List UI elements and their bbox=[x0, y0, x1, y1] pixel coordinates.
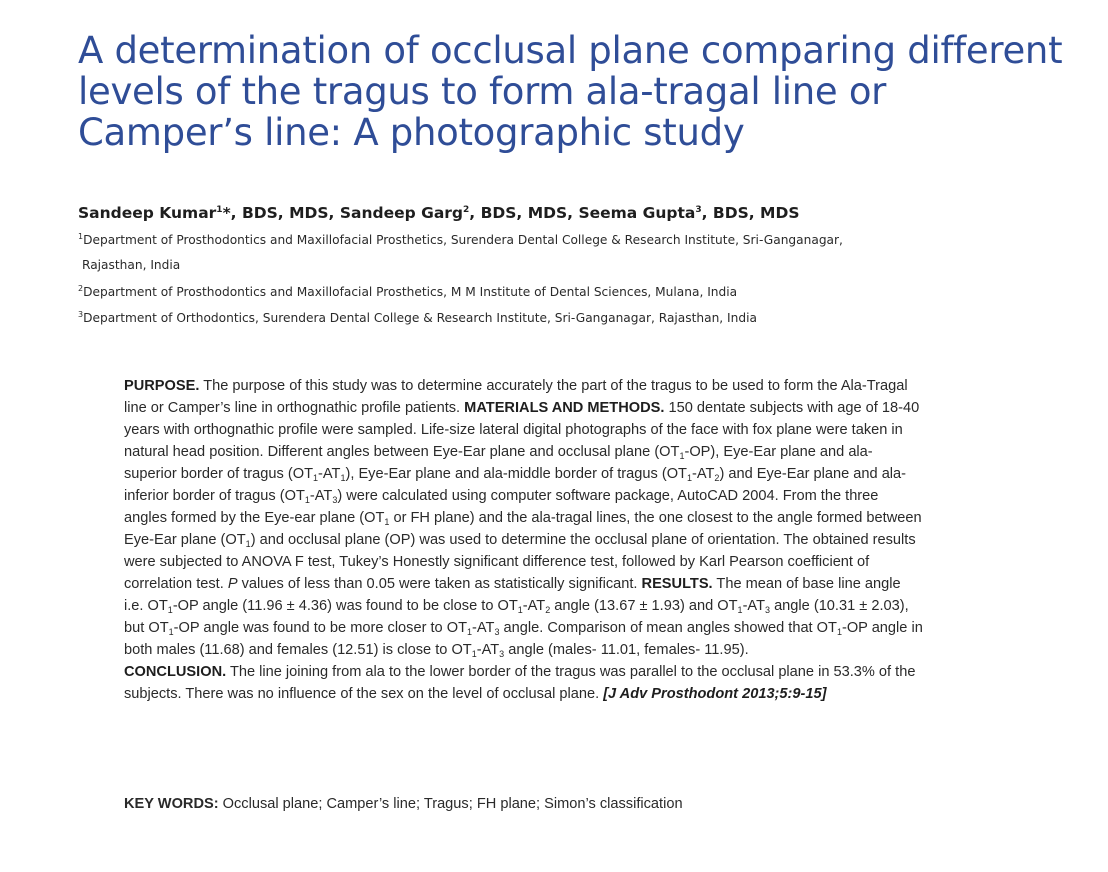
methods-text: -AT bbox=[691, 466, 715, 482]
author-degrees: , BDS, MDS, bbox=[230, 204, 340, 222]
results-text: -AT bbox=[742, 598, 765, 614]
methods-text: ) and Eye-Ear plane and ala-inferior border of tragus (OT bbox=[124, 466, 907, 504]
author-affiliation-marker: 3 bbox=[695, 205, 702, 215]
subscript: 1 bbox=[686, 473, 692, 483]
keywords bbox=[124, 796, 683, 812]
subscript: 1 bbox=[467, 627, 473, 637]
affiliation-text: Department of Prosthodontics and Maxillofacial Prosthetics, M M Institute of Dental Sciences, Mulana, India bbox=[83, 285, 738, 299]
results-text: -AT bbox=[476, 642, 500, 658]
methods-text: -AT bbox=[309, 488, 333, 504]
corresponding-author-mark: * bbox=[222, 204, 231, 222]
subscript: 1 bbox=[245, 539, 251, 549]
subscript: 3 bbox=[499, 649, 505, 659]
purpose-text: The purpose of this study was to determine accurately the part of the tragus to be used to form the Ala-Tragal line or Camper’s line in orthognathic profile patients. bbox=[124, 378, 908, 416]
affiliation-text: Department of Orthodontics, Surendera Dental College & Research Institute, Sri-Ganganagar, Rajasthan, India bbox=[83, 311, 757, 325]
subscript: 1 bbox=[167, 605, 173, 615]
subscript: 1 bbox=[679, 451, 685, 461]
author-affiliation-marker: 2 bbox=[463, 205, 470, 215]
affiliation-marker: 3 bbox=[78, 310, 84, 319]
author-name: Seema Gupta bbox=[578, 204, 696, 222]
affiliation-1 bbox=[78, 232, 843, 247]
methods-text: ), Eye-Ear plane and ala-middle border of tragus (OT bbox=[345, 466, 687, 482]
results-text: angle. Comparison of mean angles showed that OT bbox=[499, 620, 837, 636]
journal-citation: [J Adv Prosthodont 2013;5:9-15] bbox=[603, 686, 827, 702]
subscript: 1 bbox=[384, 517, 390, 527]
results-text: angle (10.31 ± 2.03), but OT bbox=[124, 598, 909, 636]
affiliation-2 bbox=[78, 284, 737, 299]
subscript: 1 bbox=[313, 473, 319, 483]
methods-text: -OP), Eye-Ear plane and ala-superior border of tragus (OT bbox=[124, 444, 873, 482]
author-name: Sandeep Kumar bbox=[78, 204, 217, 222]
subscript: 1 bbox=[340, 473, 346, 483]
methods-text: ) and occlusal plane (OP) was used to determine the occlusal plane of orientation. The obtained results were subjected to ANOVA F test, Tukey’s Honestly significant difference test, followed by Karl Pearson coefficient of correlation test. bbox=[124, 532, 916, 592]
author-name: Sandeep Garg bbox=[339, 204, 464, 222]
methods-text: values of less than 0.05 were taken as statistically significant. bbox=[237, 576, 642, 592]
subscript: 2 bbox=[545, 605, 551, 615]
author-line bbox=[78, 204, 800, 222]
methods-text: -AT bbox=[318, 466, 341, 482]
article-title: A determination of occlusal plane comparing different levels of the tragus to form ala-tragal line or Camper’s line: A photographic study bbox=[78, 29, 1063, 154]
subscript: 1 bbox=[836, 627, 842, 637]
subscript: 1 bbox=[737, 605, 743, 615]
subscript: 3 bbox=[765, 605, 771, 615]
abstract bbox=[124, 375, 924, 705]
results-text: -AT bbox=[472, 620, 495, 636]
results-text: angle (males- 11.01, females- 11.95). bbox=[504, 642, 749, 658]
methods-text: ) were calculated using computer software package, AutoCAD 2004. From the three angles formed by the Eye-ear plane (OT bbox=[124, 488, 879, 526]
keywords-text: Occlusal plane; Camper’s line; Tragus; FH plane; Simon’s classification bbox=[218, 796, 683, 812]
subscript: 2 bbox=[714, 473, 720, 483]
methods-text: 150 dentate subjects with age of 18-40 years with orthognathic profile were sampled. Life-size lateral digital photographs of the face with fox plane were taken in natural head position. Different angles between Eye-Ear plane and occlusal plane (OT bbox=[124, 400, 920, 460]
results-text: -OP angle in both males (11.68) and females (12.51) is close to OT bbox=[124, 620, 923, 658]
author-affiliation-marker: 1 bbox=[216, 205, 223, 215]
conclusion-text: The line joining from ala to the lower border of the tragus was parallel to the occlusal plane in 53.3% of the subjects. There was no influence of the sex on the level of occlusal plane. bbox=[124, 664, 916, 702]
results-text: The mean of base line angle i.e. OT bbox=[124, 576, 901, 614]
subscript: 1 bbox=[168, 627, 174, 637]
results-heading: RESULTS. bbox=[641, 576, 713, 592]
subscript: 1 bbox=[517, 605, 523, 615]
affiliation-text: Department of Prosthodontics and Maxillofacial Prosthetics, Surendera Dental College & Research Institute, Sri-Ganganagar, bbox=[83, 233, 843, 247]
conclusion-heading: CONCLUSION. bbox=[124, 664, 227, 680]
results-text: -OP angle (11.96 ± 4.36) was found to be close to OT bbox=[172, 598, 518, 614]
p-italic: P bbox=[227, 576, 238, 592]
subscript: 1 bbox=[304, 495, 310, 505]
methods-text: or FH plane) and the ala-tragal lines, the one closest to the angle formed between Eye-Ear plane (OT bbox=[124, 510, 922, 548]
affiliation-marker: 1 bbox=[78, 232, 84, 241]
results-text: -AT bbox=[522, 598, 546, 614]
keywords-label: KEY WORDS: bbox=[124, 796, 219, 812]
subscript: 3 bbox=[494, 627, 500, 637]
affiliation-3 bbox=[78, 310, 757, 325]
affiliation-marker: 2 bbox=[78, 284, 84, 293]
subscript: 1 bbox=[471, 649, 477, 659]
purpose-heading: PURPOSE. bbox=[124, 378, 200, 394]
subscript: 3 bbox=[332, 495, 338, 505]
affiliation-1-continued: Rajasthan, India bbox=[82, 258, 181, 272]
results-text: angle (13.67 ± 1.93) and OT bbox=[550, 598, 738, 614]
results-text: -OP angle was found to be more closer to OT bbox=[173, 620, 467, 636]
methods-heading: MATERIALS AND METHODS. bbox=[464, 400, 665, 416]
author-degrees: , BDS, MDS, bbox=[469, 204, 579, 222]
author-degrees: , BDS, MDS bbox=[701, 204, 800, 222]
